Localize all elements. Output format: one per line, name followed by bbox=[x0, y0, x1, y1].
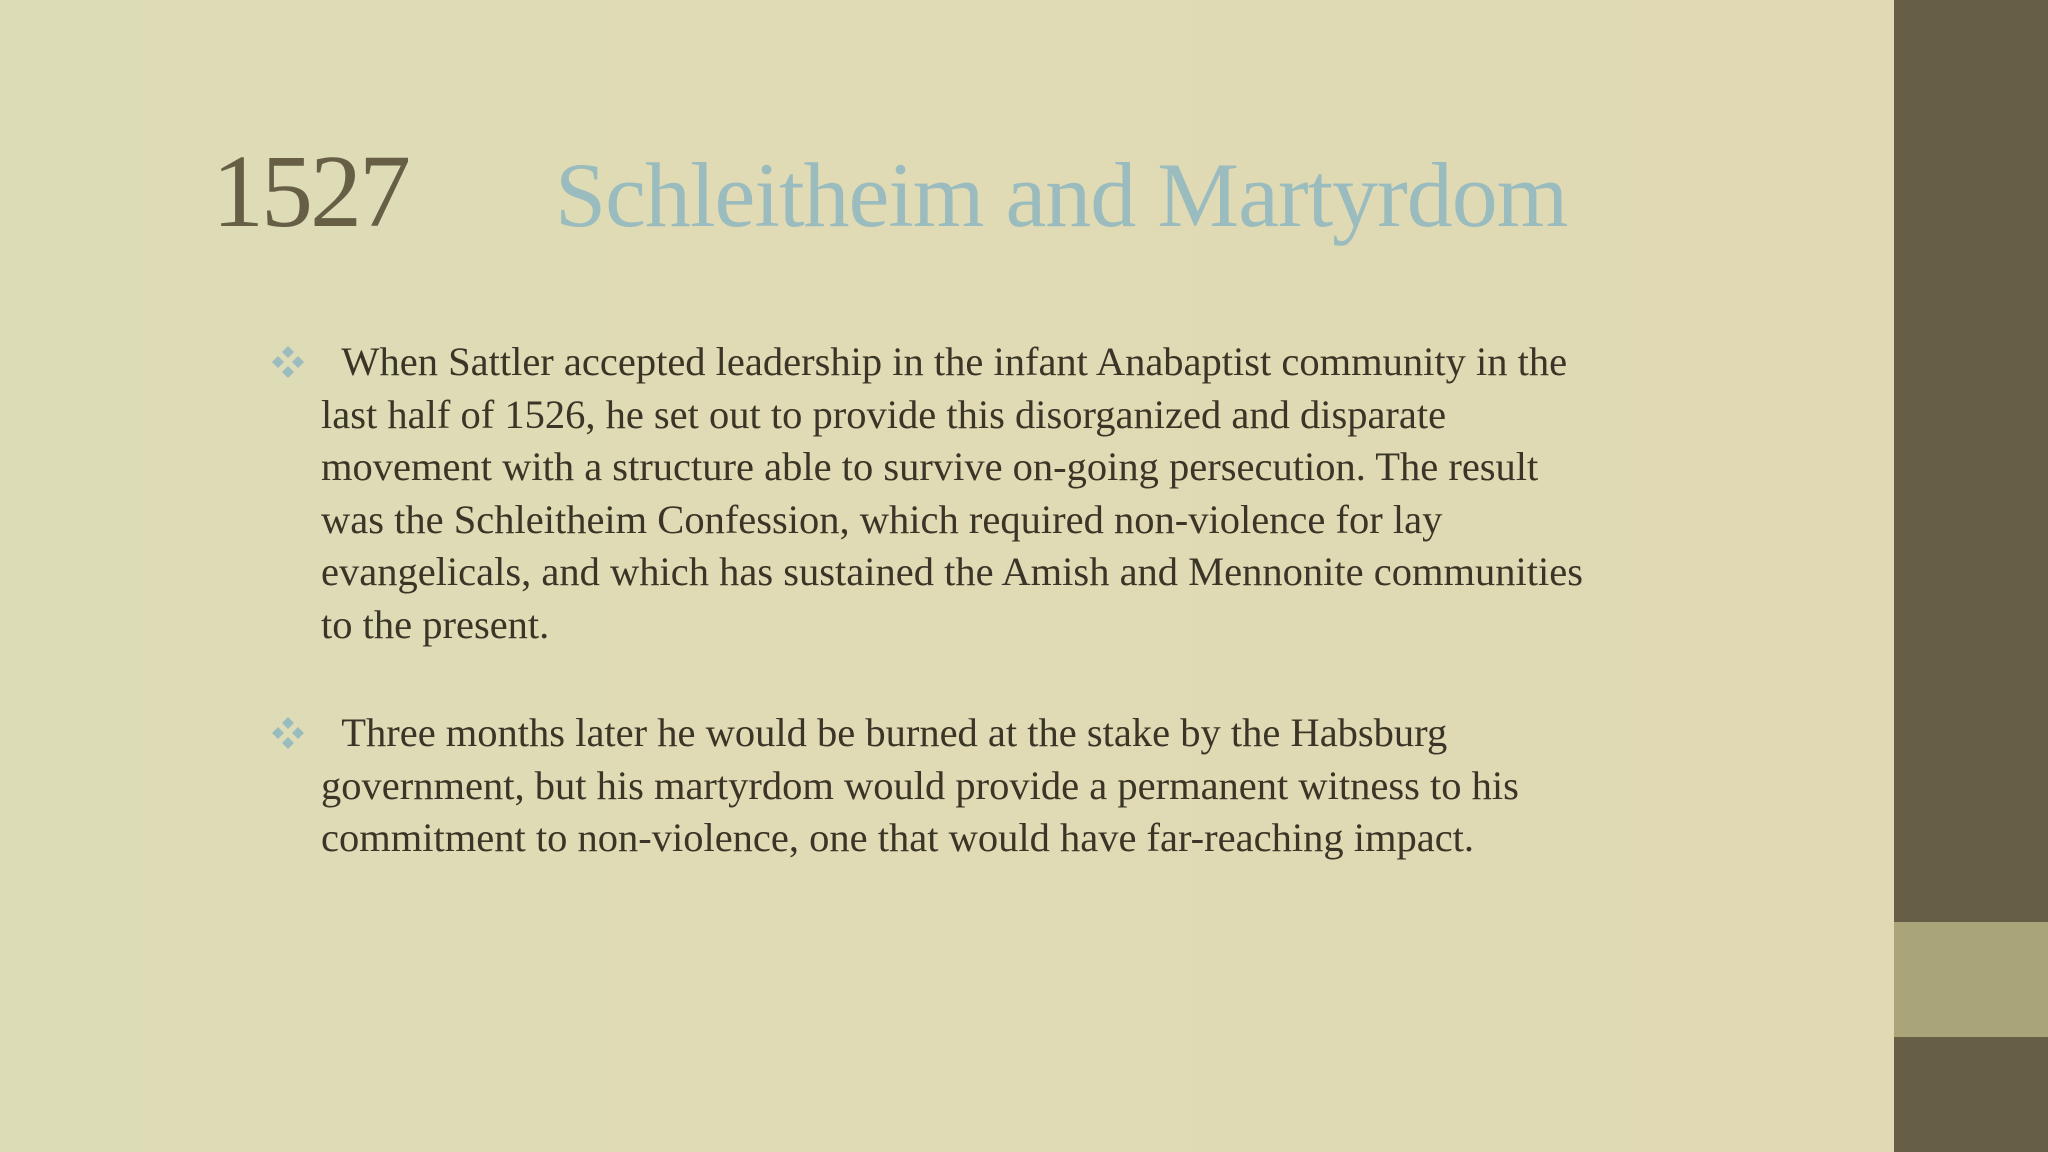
bullet-list bbox=[270, 336, 1610, 921]
slide-title: Schleitheim and Martyrdom bbox=[555, 144, 1568, 246]
sidebar-accent-block bbox=[1894, 922, 2048, 1037]
four-diamond-bullet-icon bbox=[270, 715, 306, 751]
title-year: 1527 bbox=[212, 134, 408, 249]
four-diamond-bullet-icon bbox=[270, 344, 306, 380]
bullet-text: When Sattler accepted leadership in the infant Anabaptist community in the last half of 1526, he set out to provide this disorganized and disparate movement with a structure able to survive on-going persecution. The result was the Schleitheim Confession, which required non-violence for lay evangelicals, and which has sustained the Amish and Mennonite communities to the present. bbox=[321, 339, 1583, 647]
bullet-text: Three months later he would be burned at the stake by the Habsburg government, but his martyrdom would provide a permanent witness to his commitment to non-violence, one that would have far-reaching impact. bbox=[321, 710, 1519, 860]
bullet-item bbox=[270, 707, 1610, 865]
bullet-item bbox=[270, 336, 1610, 651]
